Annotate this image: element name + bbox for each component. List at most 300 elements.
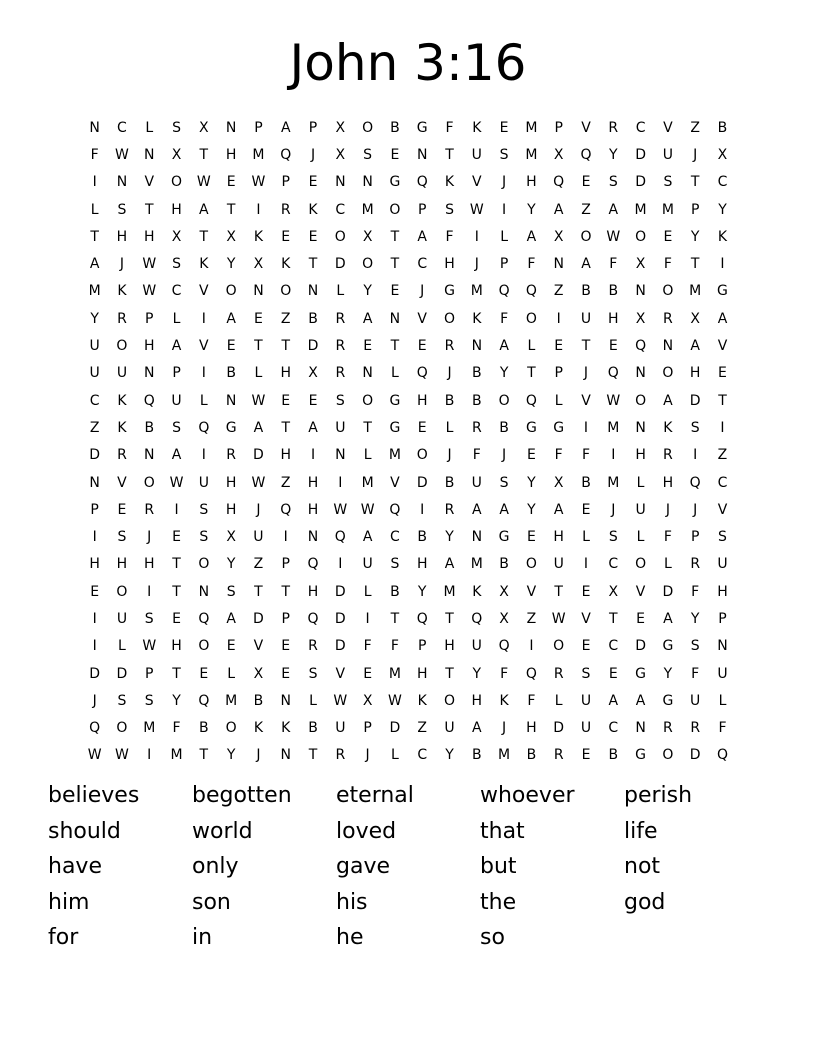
grid-letter: P [690,529,700,546]
grid-letter: F [581,447,591,464]
grid-letter: M [388,447,401,464]
grid-letter: R [308,638,318,655]
grid-letter: W [551,610,566,627]
grid-letter: N [635,720,646,737]
grid-letter: J [310,146,316,163]
grid-letter: D [253,447,264,464]
word-list-item: son [192,889,231,915]
grid-letter: V [390,474,400,491]
grid-letter: G [444,283,455,300]
grid-letter: K [417,692,427,709]
grid-letter: Q [334,529,346,546]
word-list-item: for [48,925,79,950]
grid-letter: C [635,119,646,136]
grid-letter: K [253,228,264,245]
grid-letter: O [635,392,647,409]
grid-letter: H [471,692,483,709]
grid-letter: H [307,583,319,600]
grid-letter: N [144,365,155,382]
grid-letter: R [690,556,701,573]
grid-letter: H [280,447,291,464]
grid-letter: R [663,447,673,464]
word-list-item: world [192,818,253,844]
grid-letter: C [717,474,728,491]
grid-letter: S [390,556,400,573]
grid-letter: C [89,392,100,409]
grid-letter: S [663,174,673,191]
grid-letter: U [635,501,646,518]
grid-letter: E [308,228,318,245]
grid-letter: Q [416,365,428,382]
grid-letter: L [500,228,508,245]
grid-letter: I [174,501,179,518]
grid-letter: U [89,338,100,355]
grid-letter: I [720,419,725,436]
grid-letter: H [280,365,291,382]
grid-letter: P [281,174,290,191]
grid-letter: W [251,174,266,191]
grid-letter: S [144,692,154,709]
grid-letter: O [362,119,374,136]
grid-letter: N [89,119,100,136]
word-list-item: gave [336,854,391,879]
grid-letter: B [144,419,155,436]
grid-letter: M [143,720,156,737]
grid-letter: Q [525,665,537,682]
grid-letter: N [225,119,237,136]
grid-letter: E [172,529,181,546]
grid-letter: W [196,174,211,191]
grid-letter: C [117,119,127,136]
grid-letter: T [390,338,400,355]
grid-letter: Z [526,610,537,627]
grid-letter: L [582,529,590,546]
grid-letter: H [553,529,564,546]
grid-letter: N [662,338,674,355]
grid-letter: E [417,338,427,355]
grid-letter: D [416,474,428,491]
grid-letter: H [608,310,619,327]
grid-letter: F [527,692,536,709]
grid-letter: Q [498,638,510,655]
grid-letter: A [499,501,509,518]
grid-letter: R [280,201,291,218]
grid-letter: O [443,692,456,709]
grid-letter: K [663,419,673,436]
grid-letter: F [445,119,454,136]
grid-letter: Y [90,310,99,327]
grid-letter: W [606,228,621,245]
grid-letter: G [416,119,428,136]
grid-letter: G [553,419,565,436]
grid-letter: N [198,583,210,600]
grid-letter: M [88,283,101,300]
grid-letter: L [554,692,563,709]
grid-letter: S [199,529,209,546]
grid-letter: J [447,365,452,382]
grid-letter: E [363,665,373,682]
grid-letter: Y [417,583,427,600]
grid-row [81,250,741,277]
grid-letter: S [172,119,181,136]
word-list-item: should [48,818,121,844]
grid-letter: P [281,610,290,627]
grid-letter: D [389,720,401,737]
grid-letter: S [499,146,509,163]
grid-letter: N [389,310,401,327]
grid-letter: H [444,256,455,273]
grid-letter: E [581,638,591,655]
grid-letter: Q [525,283,537,300]
grid-letter: A [226,610,236,627]
grid-letter: A [581,256,591,273]
grid-letter: E [281,665,291,682]
grid-letter: K [499,692,509,709]
grid-letter: X [362,228,373,245]
grid-letter: Q [716,747,728,764]
grid-letter: W [251,392,266,409]
grid-letter: N [635,419,646,436]
grid-letter: I [611,447,616,464]
grid-letter: B [390,119,400,136]
grid-letter: A [171,338,182,355]
grid-letter: R [335,747,346,764]
grid-letter: W [169,474,184,491]
grid-letter: J [502,174,507,191]
grid-letter: E [581,501,591,518]
grid-letter: K [472,583,482,600]
grid-letter: Y [690,610,700,627]
grid-letter: W [360,501,375,518]
grid-letter: I [529,638,534,655]
grid-row [81,387,741,414]
grid-letter: E [581,583,591,600]
grid-letter: Y [363,283,372,300]
grid-letter: D [253,610,264,627]
grid-letter: O [635,556,647,573]
grid-letter: I [338,556,343,573]
grid-letter: X [226,228,236,245]
grid-letter: P [281,556,290,573]
grid-letter: J [693,501,698,518]
grid-letter: C [717,174,728,191]
grid-letter: L [391,365,399,382]
grid-letter: X [171,228,182,245]
grid-letter: M [170,747,183,764]
grid-letter: X [499,583,509,600]
grid-letter: A [253,419,264,436]
grid-letter: U [471,146,482,163]
grid-letter: S [117,529,127,546]
grid-letter: I [583,419,589,436]
grid-letter: A [226,310,236,327]
grid-letter: M [634,201,647,218]
grid-letter: M [607,419,620,436]
grid-letter: E [281,392,291,409]
grid-letter: Q [689,474,701,491]
grid-row [81,523,741,550]
grid-letter: J [256,501,261,518]
grid-letter: B [526,747,537,764]
grid-letter: Y [445,747,454,764]
grid-letter: B [199,720,209,737]
grid-letter: U [471,474,482,491]
grid-letter: L [309,692,317,709]
grid-letter: L [172,310,181,327]
grid-letter: L [445,419,454,436]
grid-letter: J [447,447,452,464]
grid-letter: W [115,747,129,764]
grid-row [81,196,741,223]
word-list-item: eternal [336,783,414,808]
grid-letter: T [90,228,99,245]
grid-row [81,114,741,141]
grid-letter: Z [690,119,700,136]
grid-letter: N [89,474,100,491]
grid-letter: J [693,146,698,163]
grid-letter: R [690,720,701,737]
grid-letter: E [226,174,236,191]
grid-letter: U [253,529,264,546]
grid-row [81,141,741,168]
grid-letter: I [201,447,206,464]
grid-letter: K [717,228,728,245]
grid-letter: I [474,228,479,245]
grid-letter: E [172,610,181,627]
grid-letter: L [363,583,372,600]
grid-letter: U [444,720,455,737]
grid-letter: N [362,174,373,191]
grid-letter: K [117,392,127,409]
grid-letter: L [636,529,645,546]
grid-letter: U [335,720,346,737]
letter-grid [81,114,741,769]
word-list-item: in [192,925,213,950]
grid-letter: P [145,665,154,682]
grid-letter: T [581,338,591,355]
grid-letter: V [717,338,728,355]
grid-letter: H [171,201,182,218]
grid-letter: H [416,556,428,573]
grid-letter: U [116,365,128,382]
grid-letter: Q [198,419,210,436]
grid-letter: D [635,638,646,655]
grid-letter: A [362,310,373,327]
grid-letter: H [416,665,428,682]
grid-letter: H [225,474,237,491]
grid-letter: S [144,610,154,627]
grid-letter: P [417,638,427,655]
grid-letter: P [172,365,181,382]
grid-letter: V [472,174,482,191]
grid-row [81,169,741,196]
grid-letter: S [335,392,345,409]
grid-letter: S [172,419,181,436]
grid-letter: L [718,692,727,709]
grid-letter: V [635,583,646,600]
grid-letter: B [608,747,619,764]
grid-letter: B [608,283,619,300]
grid-letter: F [472,447,481,464]
grid-letter: M [661,201,674,218]
grid-letter: P [718,610,727,627]
grid-letter: H [116,556,128,573]
grid-letter: D [689,747,701,764]
grid-letter: R [663,310,673,327]
grid-row [81,633,741,660]
grid-letter: B [717,119,728,136]
grid-letter: A [472,501,482,518]
grid-row [81,605,741,632]
grid-letter: E [281,638,291,655]
grid-letter: R [608,119,619,136]
grid-letter: E [390,283,400,300]
grid-letter: O [362,256,374,273]
grid-letter: R [335,310,346,327]
grid-letter: T [445,146,454,163]
grid-letter: M [470,556,483,573]
grid-letter: F [90,146,99,163]
grid-letter: E [308,392,318,409]
grid-letter: O [525,556,537,573]
grid-letter: G [635,665,647,682]
grid-letter: B [308,310,318,327]
grid-letter: J [474,256,479,273]
grid-letter: Z [553,283,564,300]
grid-letter: B [308,720,318,737]
grid-letter: E [608,338,618,355]
grid-letter: B [472,365,482,382]
grid-letter: N [253,283,264,300]
grid-letter: N [635,283,646,300]
grid-letter: H [662,474,674,491]
grid-letter: U [116,610,128,627]
grid-letter: B [581,283,591,300]
grid-letter: H [689,365,701,382]
grid-letter: T [199,228,209,245]
grid-letter: A [362,529,373,546]
grid-letter: O [225,720,237,737]
grid-letter: O [198,638,210,655]
grid-letter: X [226,529,236,546]
grid-letter: E [226,638,236,655]
grid-letter: Y [527,201,536,218]
grid-letter: Z [581,201,591,218]
grid-letter: A [444,556,455,573]
grid-letter: Z [253,556,264,573]
grid-letter: P [254,119,263,136]
grid-letter: M [225,692,238,709]
grid-letter: N [717,638,728,655]
grid-letter: I [147,747,152,764]
grid-letter: E [417,419,427,436]
grid-letter: A [472,720,482,737]
grid-letter: N [471,529,483,546]
grid-letter: Q [307,610,319,627]
grid-letter: L [254,365,263,382]
word-list-item: but [480,854,517,879]
grid-letter: I [92,174,97,191]
grid-letter: I [365,610,370,627]
grid-letter: Q [416,174,428,191]
grid-row [81,332,741,359]
grid-letter: S [690,419,700,436]
grid-letter: D [334,638,346,655]
grid-letter: D [334,610,346,627]
grid-letter: K [444,174,455,191]
grid-letter: Z [89,419,100,436]
grid-letter: I [583,556,589,573]
grid-row [81,278,741,305]
grid-letter: F [390,638,399,655]
grid-letter: X [717,146,728,163]
grid-letter: O [334,228,346,245]
grid-letter: L [145,119,154,136]
grid-letter: A [199,201,209,218]
grid-letter: T [172,583,181,600]
grid-letter: Y [527,474,536,491]
grid-letter: I [201,365,206,382]
word-list-item: perish [624,783,693,808]
grid-letter: W [87,747,102,764]
grid-letter: T [281,419,290,436]
grid-letter: N [144,447,155,464]
grid-letter: G [635,747,647,764]
word-list-item: begotten [192,783,292,808]
grid-letter: X [335,119,346,136]
grid-letter: S [199,501,209,518]
grid-letter: X [171,146,182,163]
grid-letter: O [116,720,128,737]
grid-letter: T [226,201,236,218]
grid-letter: U [662,146,673,163]
grid-letter: H [526,720,537,737]
grid-letter: S [690,638,700,655]
grid-letter: T [308,747,318,764]
grid-letter: H [89,556,100,573]
grid-letter: J [147,529,152,546]
grid-letter: D [334,583,346,600]
grid-letter: I [556,310,561,327]
grid-letter: A [608,201,619,218]
grid-letter: B [499,419,509,436]
grid-letter: C [390,529,400,546]
page-title: John 3:16 [289,34,527,92]
grid-letter: V [717,501,728,518]
grid-letter: F [363,638,372,655]
grid-letter: L [227,665,236,682]
grid-letter: X [553,474,564,491]
grid-letter: S [117,692,127,709]
grid-letter: T [144,201,154,218]
grid-letter: Y [226,556,236,573]
grid-letter: E [608,665,618,682]
grid-letter: R [553,747,564,764]
grid-letter: E [581,747,591,764]
word-list-item: whoever [480,783,575,808]
grid-letter: T [254,338,263,355]
grid-letter: M [361,201,374,218]
grid-letter: F [554,447,563,464]
grid-letter: O [416,447,428,464]
grid-letter: G [717,283,728,300]
grid-letter: V [581,610,591,627]
grid-letter: Y [226,747,236,764]
grid-letter: R [117,447,127,464]
grid-letter: H [116,228,128,245]
grid-letter: U [553,556,564,573]
grid-letter: I [283,529,288,546]
